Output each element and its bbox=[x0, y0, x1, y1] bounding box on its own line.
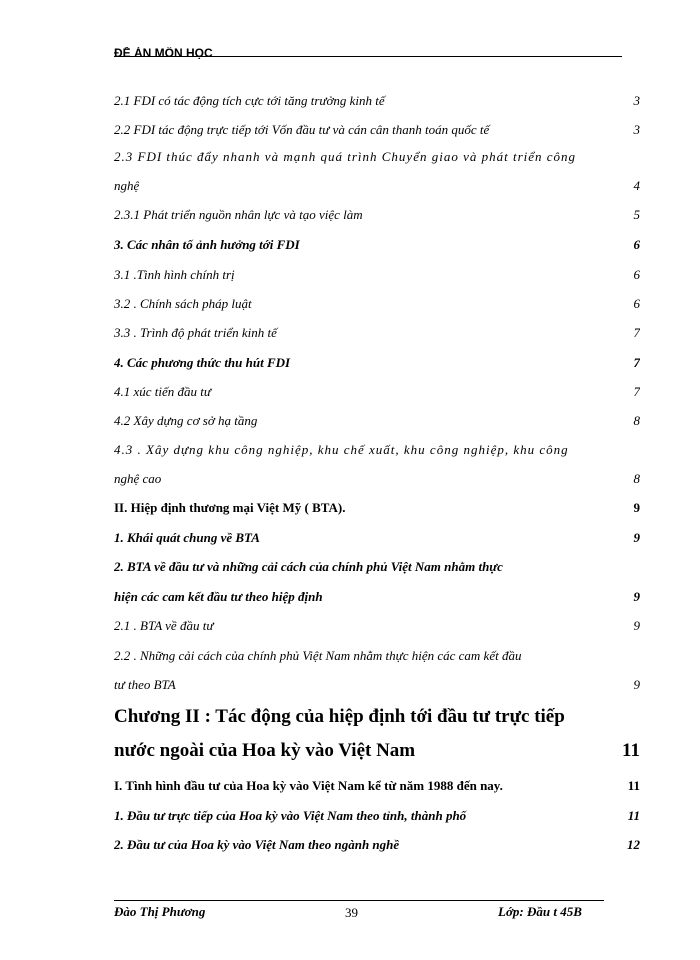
page-header-title: ĐỀ ÁN MÔN HỌC bbox=[114, 47, 213, 60]
toc-entry[interactable]: 2.2 . Những cải cách của chính phủ Việt Nam nhằm thực hiện các cam kết đầu bbox=[114, 648, 522, 663]
toc-entry[interactable]: nghệ cao 8 bbox=[114, 471, 640, 486]
toc-entry[interactable]: 3.2 . Chính sách pháp luật 6 bbox=[114, 296, 640, 311]
toc-entry[interactable]: 4. Các phương thức thu hút FDI 7 bbox=[114, 355, 640, 370]
toc-entry[interactable]: 2. BTA về đầu tư và những cải cách của chính phủ Việt Nam nhằm thực bbox=[114, 559, 503, 574]
toc-entry[interactable]: 4.3 . Xây dựng khu công nghiệp, khu chế xuất, khu công nghiệp, khu công bbox=[114, 442, 569, 457]
toc-entry[interactable]: 3.1 .Tình hình chính trị 6 bbox=[114, 267, 640, 282]
toc-entry[interactable]: nghệ 4 bbox=[114, 178, 640, 193]
footer-author: Đào Thị Phương bbox=[114, 905, 206, 919]
toc-entry[interactable]: 3. Các nhân tố ảnh hưởng tới FDI 6 bbox=[114, 237, 640, 252]
toc-entry[interactable]: hiện các cam kết đầu tư theo hiệp định 9 bbox=[114, 589, 640, 604]
toc-entry[interactable]: 3.3 . Trình độ phát triển kinh tế 7 bbox=[114, 325, 640, 340]
toc-entry[interactable]: 2. Đầu tư của Hoa kỳ vào Việt Nam theo ngành nghề 12 bbox=[114, 837, 640, 852]
toc-entry[interactable]: 2.3.1 Phát triển nguồn nhân lực và tạo việc làm 5 bbox=[114, 207, 640, 222]
header-divider bbox=[114, 56, 622, 57]
footer-class: Lớp: Đầu t 45B bbox=[498, 905, 582, 919]
toc-entry[interactable]: 1. Đầu tư trực tiếp của Hoa kỳ vào Việt Nam theo tỉnh, thành phố 11 bbox=[114, 808, 640, 823]
toc-entry[interactable]: II. Hiệp định thương mại Việt Mỹ ( BTA). 9 bbox=[114, 500, 640, 515]
toc-entry[interactable]: 4.1 xúc tiến đầu tư 7 bbox=[114, 384, 640, 399]
toc-entry[interactable]: I. Tình hình đầu tư của Hoa kỳ vào Việt Nam kể từ năm 1988 đến nay. 11 bbox=[114, 778, 640, 793]
toc-entry[interactable]: 4.2 Xây dựng cơ sở hạ tầng 8 bbox=[114, 413, 640, 428]
toc-entry[interactable]: 2.1 FDI có tác động tích cực tới tăng trưởng kinh tế 3 bbox=[114, 93, 640, 108]
toc-entry[interactable]: 2.1 . BTA về đầu tư 9 bbox=[114, 618, 640, 633]
footer-divider bbox=[114, 900, 604, 901]
toc-chapter-heading[interactable]: nước ngoài của Hoa kỳ vào Việt Nam 11 bbox=[114, 736, 640, 766]
toc-entry[interactable]: 2.3 FDI thúc đẩy nhanh và mạnh quá trình Chuyển giao và phát triển công bbox=[114, 149, 577, 164]
toc-chapter-heading[interactable]: Chương II : Tác động của hiệp định tới đầu tư trực tiếp bbox=[114, 706, 565, 727]
toc-entry[interactable]: 2.2 FDI tác động trực tiếp tới Vốn đầu tư và cán cân thanh toán quốc tế 3 bbox=[114, 122, 640, 137]
toc-entry[interactable]: 1. Khái quát chung về BTA 9 bbox=[114, 530, 640, 545]
toc-entry[interactable]: tư theo BTA 9 bbox=[114, 677, 640, 692]
footer-page-number: 39 bbox=[345, 905, 358, 920]
